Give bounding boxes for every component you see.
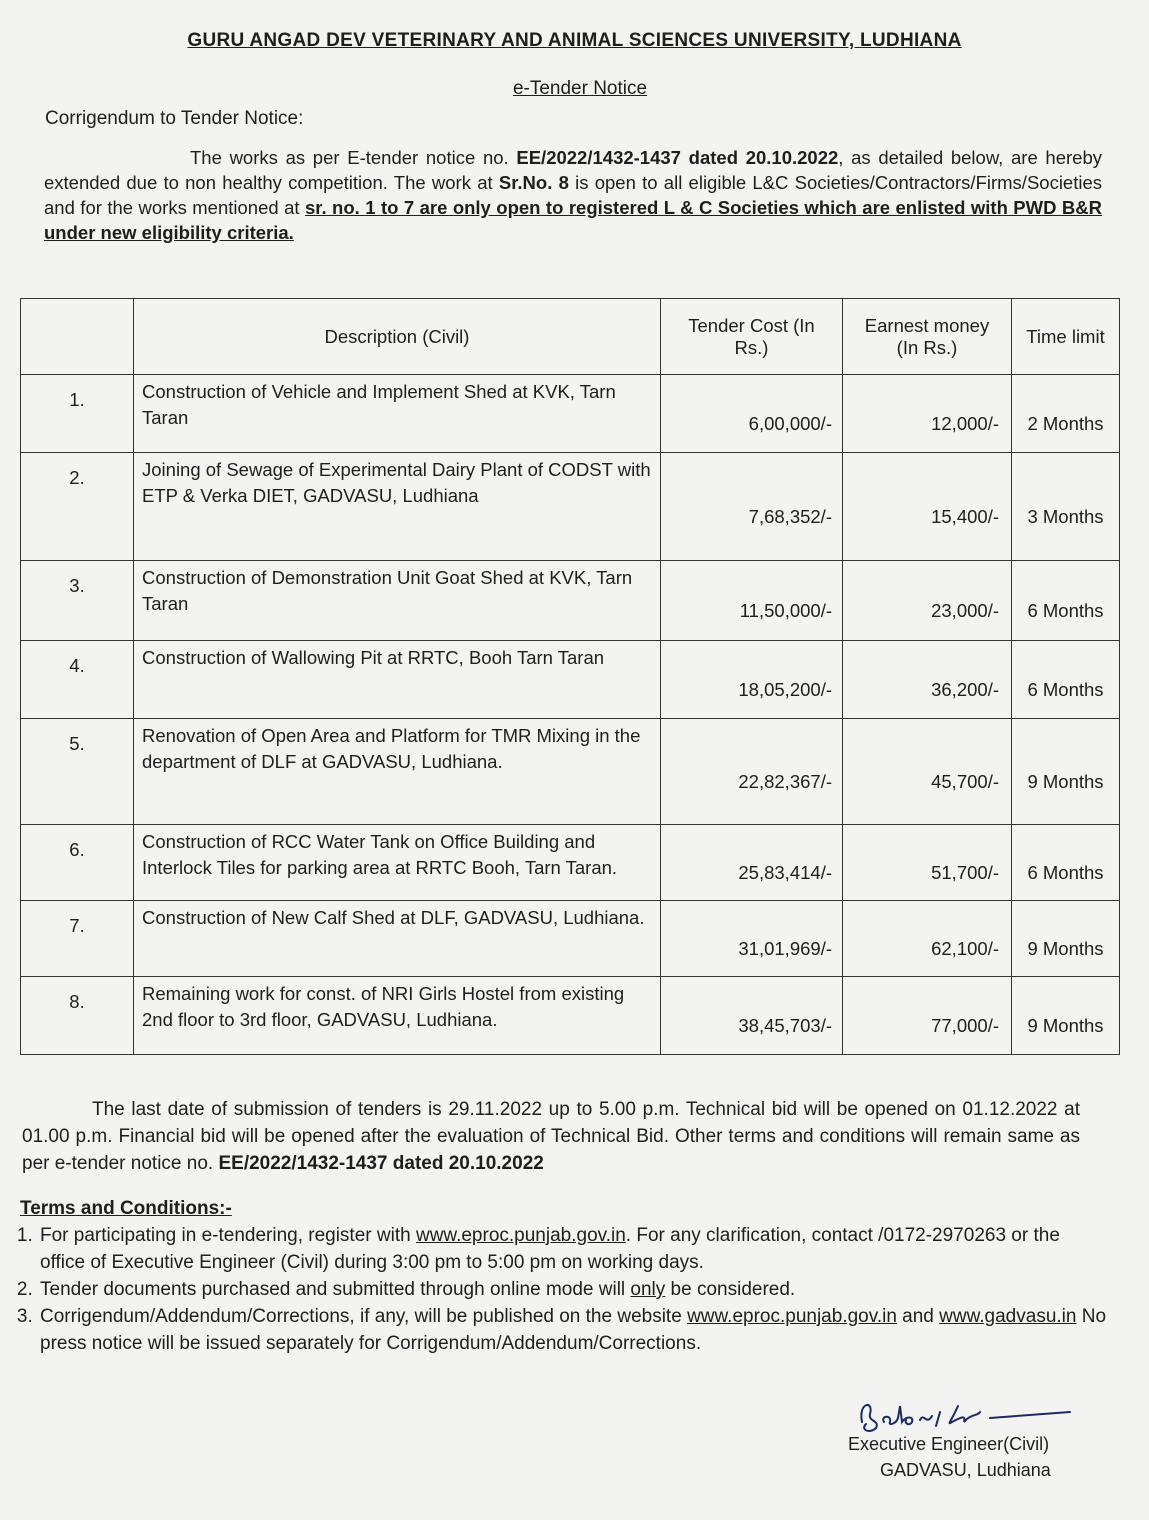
eproc-link[interactable]: www.eproc.punjab.gov.in [687, 1306, 897, 1327]
table-row [21, 901, 1120, 977]
header-earnest-money: Earnest money (In Rs.) [843, 299, 1012, 375]
term-text: For participating in e-tendering, register with [40, 1225, 416, 1246]
row-tender-cost-value: 7,68,352/- [748, 505, 832, 527]
header-sn [21, 299, 134, 375]
row-tender-cost [661, 561, 843, 641]
row-tender-cost-value: 22,82,367/- [738, 770, 832, 792]
gadvasu-link[interactable]: www.gadvasu.in [939, 1306, 1077, 1327]
row-description: Construction of RCC Water Tank on Office Building and Interlock Tiles for parking area at RRTC Booh, Tarn Taran. [134, 825, 661, 901]
row-time-limit-value: 6 Months [1027, 861, 1104, 883]
table-row [21, 641, 1120, 719]
term-item [38, 1303, 1108, 1357]
intro-restricted: sr. no. 1 to 7 are only open to registered L & C Societies which are enlisted with PWD B&R under new eligibility criteria. [44, 197, 1102, 243]
eproc-link[interactable]: www.eproc.punjab.gov.in [415, 1225, 626, 1246]
row-earnest-money [843, 977, 1012, 1055]
closing-text: The last date of submission of tenders is 29.11.2022 up to 5.00 p.m. Technical bid will be opened on 01.12.2022 at 01.00 p.m. Financial bid will be opened after the evaluation of Technical Bid. Other terms and conditions will remain same as per e-tender notice no. [22, 1099, 1080, 1174]
corrigendum-label: Corrigendum to Tender Notice: [45, 108, 304, 129]
term-text: be considered. [665, 1279, 796, 1300]
row-description: Construction of Wallowing Pit at RRTC, Booh Tarn Taran [134, 641, 661, 719]
row-tender-cost-value: 38,45,703/- [738, 1014, 832, 1036]
table-header-row [21, 299, 1120, 375]
table-row [21, 977, 1120, 1055]
term-item [38, 1276, 1108, 1303]
row-time-limit-value: 2 Months [1027, 412, 1104, 434]
intro-srno: Sr.No. 8 [498, 172, 569, 193]
row-time-limit-value: 9 Months [1027, 1014, 1104, 1036]
row-sn: 5. [21, 719, 134, 825]
row-time-limit [1012, 641, 1120, 719]
row-earnest-money-value: 45,700/- [931, 770, 999, 792]
header-tender-cost: Tender Cost (In Rs.) [661, 299, 843, 375]
row-description: Joining of Sewage of Experimental Dairy Plant of CODST with ETP & Verka DIET, GADVASU, Ludhiana [134, 453, 661, 561]
term-text: Tender documents purchased and submitted through online mode will [40, 1279, 631, 1300]
term-item [38, 1222, 1108, 1276]
header-time-limit: Time limit [1012, 299, 1120, 375]
term-text: No press notice will be issued separately for Corrigendum/Addendum/Corrections. [40, 1306, 1107, 1354]
row-time-limit [1012, 901, 1120, 977]
row-earnest-money [843, 901, 1012, 977]
row-sn: 7. [21, 901, 134, 977]
row-time-limit-value: 9 Months [1027, 770, 1104, 792]
row-time-limit [1012, 453, 1120, 561]
row-tender-cost [661, 977, 843, 1055]
row-description: Construction of Vehicle and Implement Shed at KVK, Tarn Taran [134, 375, 661, 453]
row-time-limit-value: 3 Months [1027, 505, 1104, 527]
row-earnest-money-value: 51,700/- [931, 861, 999, 883]
signature-scrawl [840, 1392, 1080, 1436]
row-earnest-money-value: 15,400/- [931, 505, 999, 527]
intro-text-3: is open to all eligible L&C Societies/Contractors/Firms/Societies and for the works mentioned at [44, 172, 1103, 218]
intro-reference: EE/2022/1432-1437 dated 20.10.2022 [516, 147, 839, 168]
row-earnest-money [843, 825, 1012, 901]
signature [840, 1392, 1080, 1436]
signatory-org: GADVASU, Ludhiana [880, 1460, 1051, 1480]
row-earnest-money [843, 453, 1012, 561]
header-description: Description (Civil) [134, 299, 661, 375]
row-tender-cost [661, 375, 843, 453]
table-row [21, 561, 1120, 641]
row-earnest-money-value: 12,000/- [931, 412, 999, 434]
row-tender-cost-value: 11,50,000/- [739, 599, 832, 621]
row-description: Remaining work for const. of NRI Girls Hostel from existing 2nd floor to 3rd floor, GADVASU, Ludhiana. [134, 977, 661, 1055]
row-time-limit-value: 6 Months [1027, 678, 1104, 700]
row-time-limit [1012, 719, 1120, 825]
table-row [21, 375, 1120, 453]
row-time-limit [1012, 375, 1120, 453]
row-time-limit [1012, 561, 1120, 641]
intro-paragraph [44, 145, 1102, 245]
row-sn: 1. [21, 375, 134, 453]
row-earnest-money [843, 561, 1012, 641]
term-text: Corrigendum/Addendum/Corrections, if any, will be published on the website [40, 1306, 688, 1327]
table-row [21, 719, 1120, 825]
row-earnest-money [843, 719, 1012, 825]
row-sn: 2. [21, 453, 134, 561]
row-earnest-money-value: 36,200/- [931, 678, 999, 700]
notice-type: e-Tender Notice [512, 78, 648, 99]
row-description: Renovation of Open Area and Platform for TMR Mixing in the department of DLF at GADVASU, Ludhiana. [134, 719, 661, 825]
row-sn: 8. [21, 977, 134, 1055]
table-row [21, 825, 1120, 901]
row-description: Construction of Demonstration Unit Goat Shed at KVK, Tarn Taran [134, 561, 661, 641]
row-sn: 6. [21, 825, 134, 901]
row-earnest-money-value: 62,100/- [931, 937, 999, 959]
row-time-limit-value: 6 Months [1027, 599, 1104, 621]
row-tender-cost-value: 25,83,414/- [738, 861, 832, 883]
intro-text-1: The works as per E-tender notice no. [190, 147, 517, 168]
row-earnest-money [843, 641, 1012, 719]
row-earnest-money [843, 375, 1012, 453]
row-time-limit [1012, 825, 1120, 901]
row-description: Construction of New Calf Shed at DLF, GADVASU, Ludhiana. [134, 901, 661, 977]
university-title: GURU ANGAD DEV VETERINARY AND ANIMAL SCIENCES UNIVERSITY, LUDHIANA [187, 30, 962, 51]
signatory-title: Executive Engineer(Civil) [848, 1434, 1050, 1454]
term-text: and [896, 1306, 940, 1327]
row-tender-cost [661, 719, 843, 825]
table-row [21, 453, 1120, 561]
term-emphasis: only [630, 1279, 666, 1300]
row-tender-cost [661, 825, 843, 901]
row-tender-cost-value: 6,00,000/- [748, 412, 832, 434]
closing-reference: EE/2022/1432-1437 dated 20.10.2022 [218, 1153, 544, 1174]
row-sn: 4. [21, 641, 134, 719]
row-earnest-money-value: 23,000/- [931, 599, 999, 621]
works-table [20, 298, 1120, 1055]
row-tender-cost [661, 453, 843, 561]
row-tender-cost [661, 901, 843, 977]
terms-list [10, 1222, 1108, 1357]
row-tender-cost-value: 31,01,969/- [738, 937, 832, 959]
intro-text-2: , as detailed below, are hereby extended due to non healthy competition. The work at [44, 147, 1102, 193]
row-time-limit-value: 9 Months [1027, 937, 1104, 959]
row-tender-cost-value: 18,05,200/- [738, 678, 832, 700]
terms-heading: Terms and Conditions:- [20, 1198, 232, 1219]
row-sn: 3. [21, 561, 134, 641]
term-text: . For any clarification, contact /0172-2970263 or the office of Executive Engineer (Civil) during 3:00 pm to 5:00 pm on working days. [40, 1225, 1060, 1273]
row-earnest-money-value: 77,000/- [931, 1014, 999, 1036]
row-tender-cost [661, 641, 843, 719]
row-time-limit [1012, 977, 1120, 1055]
closing-paragraph [22, 1096, 1080, 1177]
